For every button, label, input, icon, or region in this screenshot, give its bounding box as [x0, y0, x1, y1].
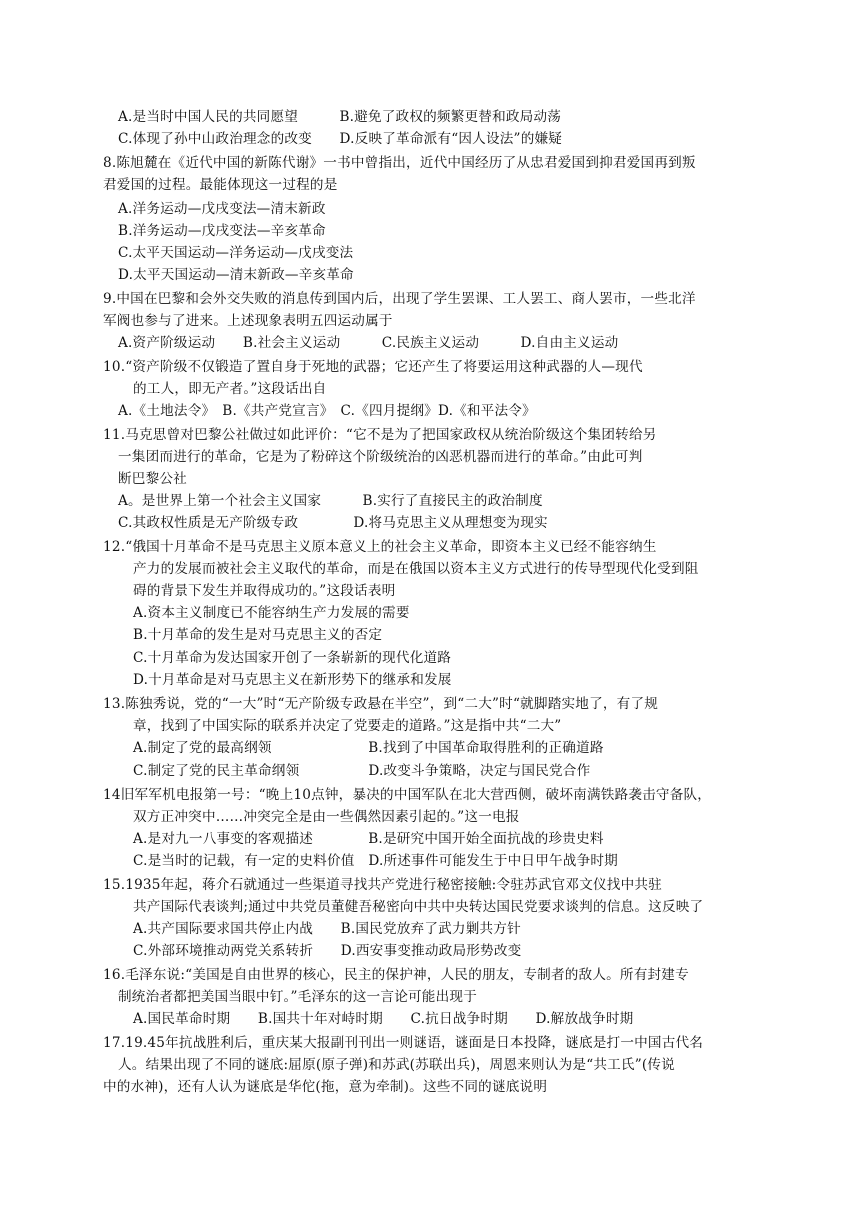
- q8-stem-line1: 8.陈旭麓在《近代中国的新陈代谢》一书中曾指出，近代中国经历了从忠君爱国到抑君爱国再到叛: [103, 155, 696, 171]
- q17-stem-line1: 17.19.45年抗战胜利后，重庆某大报副刊刊出一则谜语，谜面是日本投降，谜底是打一中国古代名: [103, 1035, 704, 1051]
- q11-stem-line3: 断巴黎公社: [118, 471, 187, 487]
- q13-stem-line1: 13.陈独秀说，党的“一大”时“无产阶级专政悬在半空”，到“二大”时“就脚踏实地了，有了规: [103, 696, 659, 712]
- q9-stem-line2: 军阀也参与了进来。上述现象表明五四运动属于: [103, 313, 393, 329]
- q15-option-cd: C.外部环境推动两党关系转折 D.西安事变推动政局形势改变: [133, 943, 522, 959]
- q15-stem-line1: 15.1935年起，蒋介石就通过一些渠道寻找共产党进行秘密接触:令驻苏武官邓文仪找中共驻: [103, 877, 662, 893]
- q14-stem-line2: 双方正冲突中……冲突完全是由一些偶然因素引起的。”这一电报: [133, 809, 520, 825]
- q15-option-ab: A.共产国际要求国共停止内战 B.国民党放弃了武力剿共方针: [133, 921, 521, 937]
- q11-option-cd: C.其政权性质是无产阶级专政 D.将马克思主义从理想变为现实: [118, 515, 548, 531]
- q12-option-b: B.十月革命的发生是对马克思主义的否定: [133, 627, 383, 643]
- q11-stem-line1: 11.马克思曾对巴黎公社做过如此评价：“它不是为了把国家政权从统治阶级这个集团转给另: [103, 427, 657, 443]
- q9-options: A.资产阶级运动 B.社会主义运动 C.民族主义运动 D.自由主义运动: [118, 335, 619, 351]
- q8-option-c: C.太平天国运动—洋务运动—戊戌变法: [118, 245, 354, 261]
- q12-option-d: D.十月革命是对马克思主义在新形势下的继承和发展: [133, 672, 452, 688]
- q16-options: A.国民革命时期 B.国共十年对峙时期 C.抗日战争时期 D.解放战争时期: [133, 1011, 634, 1027]
- q17-stem-line3: 中的水神)，还有人认为谜底是华佗(拖，意为牵制)。这些不同的谜底说明: [103, 1079, 548, 1095]
- q10-options: A.《土地法令》 B.《共产党宣言》 C.《四月提纲》D.《和平法令》: [118, 403, 536, 419]
- q8-option-d: D.太平天国运动—清末新政—辛亥革命: [118, 267, 354, 283]
- q9-stem-line1: 9.中国在巴黎和会外交失败的消息传到国内后，出现了学生罢课、工人罢工、商人罢市，一些北洋: [103, 291, 696, 307]
- q7-option-ab: A.是当时中国人民的共同愿望 B.避免了政权的频繁更替和政局动荡: [118, 109, 562, 125]
- q17-stem-line2: 人。结果出现了不同的谜底:屈原(原子弹)和苏武(苏联出兵)，周恩来则认为是“共工氏”(传说: [118, 1057, 675, 1073]
- q12-option-a: A.资本主义制度已不能容纳生产力发展的需要: [133, 605, 410, 621]
- q13-option-ab: A.制定了党的最高纲领 B.找到了中国革命取得胜利的正确道路: [133, 740, 604, 756]
- q8-option-a: A.洋务运动—戊戌变法—清末新政: [118, 201, 326, 217]
- q8-option-b: B.洋务运动—戊戌变法—辛亥革命: [118, 223, 326, 239]
- q14-option-ab: A.是对九一八事变的客观描述 B.是研究中国开始全面抗战的珍贵史料: [133, 831, 604, 847]
- q11-option-ab: A。是世界上第一个社会主义国家 B.实行了直接民主的政治制度: [118, 493, 543, 509]
- q14-stem-line1: 14旧军军机电报第一号：“晚上10点钟，暴决的中国军队在北大营西侧，破坏南满铁路袭击守备队，: [103, 787, 712, 803]
- q16-stem-line1: 16.毛泽东说:“美国是自由世界的核心，民主的保护神，人民的朋友，专制者的敌人。所有封建专: [103, 967, 689, 983]
- q12-option-c: C.十月革命为发达国家开创了一条崭新的现代化道路: [133, 650, 452, 666]
- q11-stem-line2: 一集团而进行的革命，它是为了粉碎这个阶级统治的凶恶机器而进行的革命。”由此可判: [118, 449, 643, 465]
- q13-option-cd: C.制定了党的民主革命纲领 D.改变斗争策略，决定与国民党合作: [133, 763, 591, 779]
- q10-stem-line2: 的工人，即无产者。”这段话出自: [133, 381, 327, 397]
- q12-stem-line3: 碍的背景下发生并取得成功的。”这段话表明: [133, 583, 396, 599]
- q12-stem-line1: 12.“俄国十月革命不是马克思主义原本意义上的社会主义革命，即资本主义已经不能容纳生: [103, 539, 657, 555]
- q8-stem-line2: 君爱国的过程。最能体现这一过程的是: [103, 177, 338, 193]
- q15-stem-line2: 共产国际代表谈判;通过中共党员董健吾秘密向中共中央转达国民党要求谈判的信息。这反映了: [133, 899, 704, 915]
- q13-stem-line2: 章，找到了中国实际的联系并决定了党要走的道路。”这是指中共“二大”: [133, 718, 562, 734]
- q12-stem-line2: 产力的发展而被社会主义取代的革命，而是在俄国以资本主义方式进行的传导型现代化受到阻: [133, 561, 699, 577]
- q7-option-cd: C.体现了孙中山政治理念的改变 D.反映了革命派有“因人设法”的嫌疑: [118, 131, 563, 147]
- q10-stem-line1: 10.“资产阶级不仅锻造了置自身于死地的武器；它还产生了将要运用这种武器的人—现代: [103, 359, 643, 375]
- q14-option-cd: C.是当时的记载，有一定的史料价值 D.所述事件可能发生于中日甲午战争时期: [133, 853, 618, 869]
- q16-stem-line2: 制统治者都把美国当眼中钉。”毛泽东的这一言论可能出现于: [118, 989, 477, 1005]
